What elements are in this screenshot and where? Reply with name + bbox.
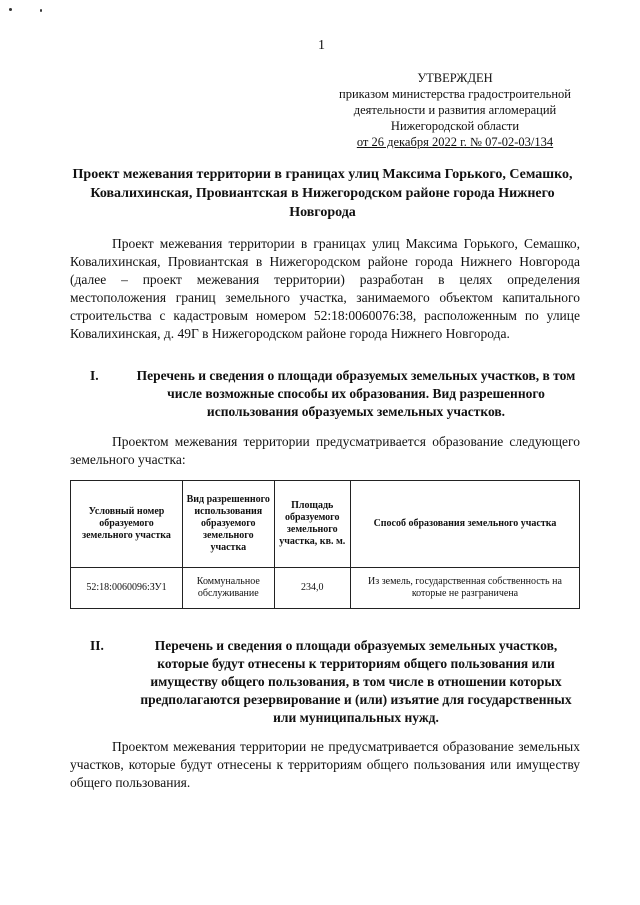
approval-line: приказом министерства градостроительной bbox=[339, 87, 571, 101]
table-row bbox=[71, 568, 580, 609]
plot-number-cell: 52:18:0060096:ЗУ1 bbox=[71, 568, 183, 609]
approval-date: от 26 декабря 2022 г. № 07-02-03/134 bbox=[356, 135, 554, 149]
page-number: 1 bbox=[318, 38, 325, 53]
column-header: Вид разрешенного использования образуемого земельного участка bbox=[182, 481, 274, 568]
section-2-number: II. bbox=[90, 638, 104, 653]
document-title: Проект межевания территории в границах улиц Максима Горького, Семашко, Ковалихинская, Провиантская в Нижегородском районе города Нижнего Новгорода bbox=[72, 167, 573, 220]
approval-line: деятельности и развития агломераций bbox=[353, 103, 557, 117]
section-1-number: I. bbox=[90, 368, 99, 383]
land-plot-table bbox=[70, 480, 580, 609]
permitted-use-cell: Коммунальное обслуживание bbox=[182, 568, 274, 609]
area-cell: 234,0 bbox=[274, 568, 350, 609]
approval-heading: УТВЕРЖДЕН bbox=[417, 71, 493, 85]
table-header-row bbox=[71, 481, 580, 568]
column-header: Площадь образуемого земельного участка, кв. м. bbox=[274, 481, 350, 568]
section-2-text: Проектом межевания территории не предусматривается образование земельных участков, которые будут отнесены к территориям общего пользования или имуществу общего пользования. bbox=[70, 739, 580, 790]
column-header: Способ образования земельного участка bbox=[350, 481, 579, 568]
column-header: Условный номер образуемого земельного участка bbox=[71, 481, 183, 568]
scan-speck bbox=[40, 9, 42, 12]
section-2-title: Перечень и сведения о площади образуемых земельных участков, которые будут отнесены к территориям общего пользования или имуществу общего пользования, в том числе в отношении которых предполагаются резервирование и (или) изъятие для государственных или муниципальных нужд. bbox=[140, 638, 572, 725]
section-2-heading bbox=[70, 637, 580, 727]
section-1-text: Проектом межевания территории предусматривается образование следующего земельного участка: bbox=[70, 434, 580, 467]
section-1-title: Перечень и сведения о площади образуемых земельных участков, в том числе возможные способы их образования. Вид разрешенного использования образуемых земельных участков. bbox=[136, 368, 576, 419]
intro-paragraph: Проект межевания территории в границах улиц Максима Горького, Семашко, Ковалихинская, Провиантская в Нижегородском районе города Нижнего Новгорода (далее – проект межевания территории) разработан в целях определения местоположения границ земельного участка, занимаемого объектом капитального строительства с кадастровым номером 52:18:0060076:38, расположенным по улице Ковалихинская, д. 49Г в Нижегородском районе города Нижнего Новгорода. bbox=[70, 236, 580, 341]
scan-speck bbox=[9, 8, 12, 11]
section-1-heading bbox=[70, 367, 580, 421]
approval-line: Нижегородской области bbox=[390, 119, 520, 133]
formation-method-cell: Из земель, государственная собственность на которые не разграничена bbox=[350, 568, 579, 609]
approval-block bbox=[320, 70, 590, 150]
